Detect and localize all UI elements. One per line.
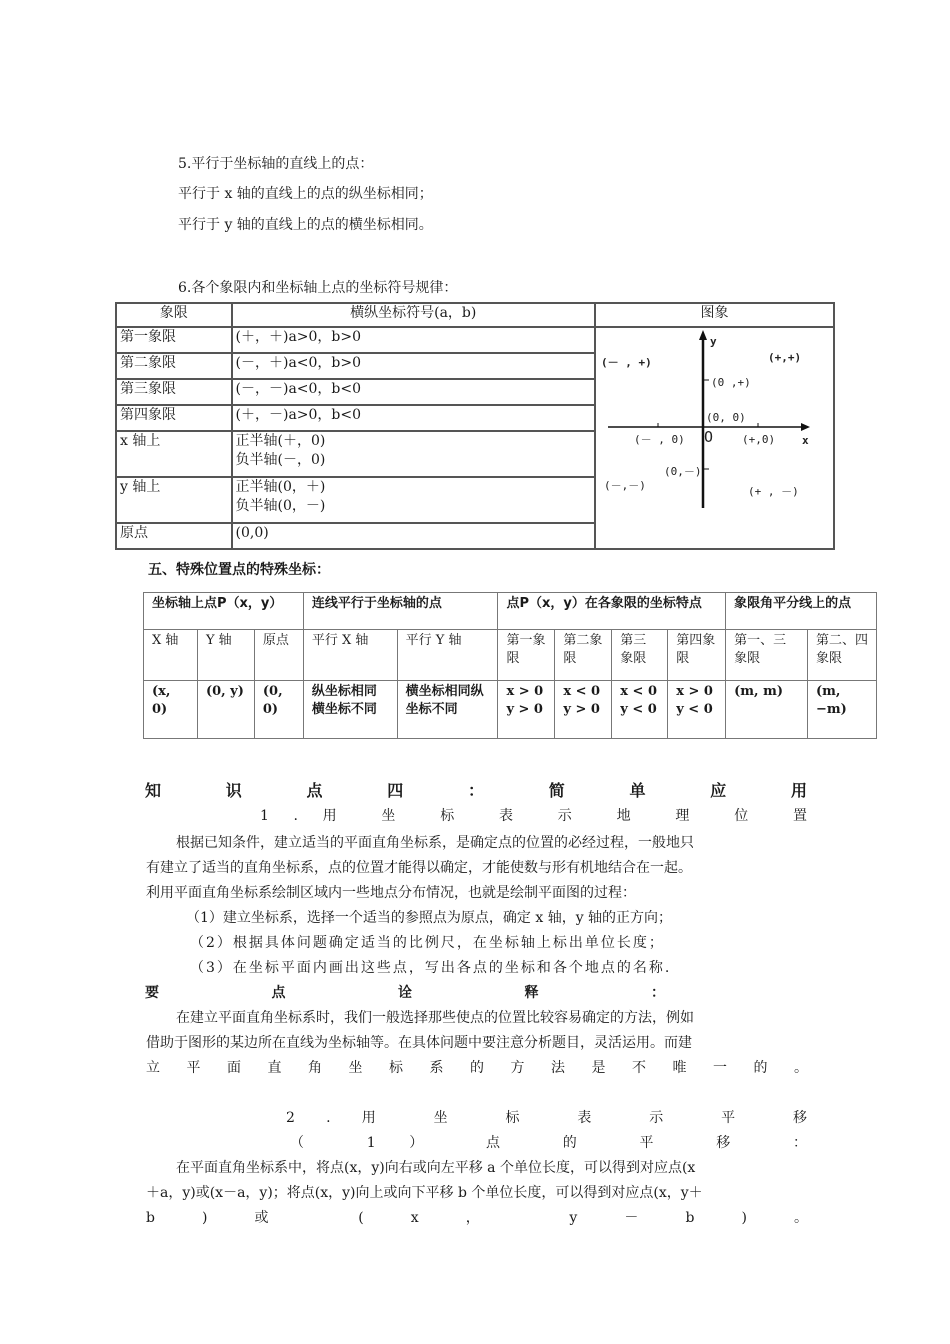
quadrant-sign-table <box>115 302 835 550</box>
knowledge4-title <box>145 781 807 801</box>
sub-header: 原点 <box>254 630 303 681</box>
pos-y-label: (0 ,+) <box>710 376 751 389</box>
sub-header: 第一、三象限 <box>726 630 808 681</box>
sub-header: 第二象限 <box>555 630 612 681</box>
knowledge4-sub2-text: 2 . 用 坐 标 表 示 平 移 <box>286 1110 807 1126</box>
sub-header: 第三象限 <box>612 630 668 681</box>
para1-line2: 有建立了适当的直角坐标系，点的位置才能得以确定，才能使数与形有机地结合在一起。 <box>146 860 692 876</box>
value-cell: x < 0 y > 0 <box>555 681 612 739</box>
header-signs: 横纵坐标符号(a，b) <box>232 303 595 327</box>
neg-y-label: (0,－) <box>663 465 702 478</box>
row-value: (＋，＋)a>0，b>0 <box>232 327 595 353</box>
row-value: 正半轴(0，＋) <box>235 479 326 496</box>
origin-label: O <box>703 428 714 446</box>
row-label: 第一象限 <box>116 327 232 353</box>
translation-line3 <box>146 1208 808 1228</box>
note-line2: 借助于图形的某边所在直线为坐标轴等。在具体问题中要注意分析题目，灵活运用。而建 <box>146 1035 692 1051</box>
row-value: (＋，－)a>0，b<0 <box>232 405 595 431</box>
row-value2: 负半轴(0，－) <box>235 498 326 515</box>
value-cell: 纵坐标相同横坐标不同 <box>303 681 397 739</box>
knowledge4-title-text: 知 识 点 四 ： 简 单 应 用 <box>145 781 807 800</box>
section6-title: 6.各个象限内和坐标轴上点的坐标符号规律： <box>178 280 458 296</box>
value-cell: (0, y) <box>197 681 254 739</box>
sub-header: X 轴 <box>144 630 198 681</box>
para1-line1: 根据已知条件，建立适当的平面直角坐标系，是确定点的位置的必经过程，一般地只 <box>176 835 694 851</box>
note-line1: 在建立平面直角坐标系时，我们一般选择那些使点的位置比较容易确定的方法，例如 <box>176 1010 694 1026</box>
row-value: 正半轴(＋，0) <box>235 433 326 450</box>
note-line3 <box>146 1058 808 1078</box>
row-label: 原点 <box>116 523 232 549</box>
translation-line1: 在平面直角坐标系中，将点(x，y)向右或向左平移 a 个单位长度，可以得到对应点(x <box>176 1160 696 1176</box>
row-value: (0,0) <box>232 523 595 549</box>
section-five-title: 五、特殊位置点的特殊坐标： <box>148 562 330 578</box>
knowledge4-sub2 <box>286 1108 807 1128</box>
value-cell: x > 0 y > 0 <box>498 681 555 739</box>
row-value: (－，－)a<0，b<0 <box>232 379 595 405</box>
note-title-text: 要 点 诠 释 ： <box>145 985 665 1001</box>
header-graph: 图象 <box>595 303 834 327</box>
value-cell: (m, −m) <box>807 681 876 739</box>
sub-header: Y 轴 <box>197 630 254 681</box>
value-cell: (0, 0) <box>254 681 303 739</box>
row-label: 第四象限 <box>116 405 232 431</box>
translation-line2: ＋a，y)或(x－a，y)；将点(x，y)向上或向下平移 b 个单位长度，可以得到对应点(x，y＋ <box>146 1185 703 1201</box>
header-quadrant: 象限 <box>116 303 232 327</box>
q3-label: (－,－) <box>603 479 646 492</box>
origin-coord-label: (0, 0) <box>705 411 746 424</box>
section5-line2: 平行于 y 轴的直线上的点的横坐标相同。 <box>178 217 433 233</box>
knowledge4-sub2-1-text: （ 1 ） 点 的 平 移 ： <box>290 1135 807 1151</box>
step3: （3）在坐标平面内画出这些点，写出各点的坐标和各个地点的名称. <box>190 960 672 976</box>
q2-label: (－ , +) <box>600 356 652 369</box>
step1: （1）建立坐标系，选择一个适当的参照点为原点，确定 x 轴，y 轴的正方向； <box>186 910 673 926</box>
translation-line3-text: b ) 或 ( x ， y － b ) 。 <box>146 1210 808 1226</box>
value-cell: x < 0 y < 0 <box>612 681 668 739</box>
q1-label: (+,+) <box>767 351 802 364</box>
special-coordinates-table <box>143 592 877 739</box>
value-cell: (x, 0) <box>144 681 198 739</box>
step2: （2）根据具体问题确定适当的比例尺，在坐标轴上标出单位长度； <box>190 935 665 951</box>
group-header-parallel: 连线平行于坐标轴的点 <box>303 593 498 630</box>
value-cell: 横坐标相同纵坐标不同 <box>397 681 498 739</box>
knowledge4-sub1-text: 1 . 用 坐 标 表 示 地 理 位 置 <box>260 808 807 824</box>
para1-line3: 利用平面直角坐标系绘制区域内一些地点分布情况，也就是绘制平面图的过程： <box>146 885 636 901</box>
section5-title: 5.平行于坐标轴的直线上的点： <box>178 156 374 172</box>
neg-x-label: (－ , 0) <box>633 433 685 446</box>
knowledge4-sub2-1 <box>290 1133 807 1153</box>
row-value-pair <box>232 431 595 477</box>
sub-header: 平行 X 轴 <box>303 630 397 681</box>
row-label: 第二象限 <box>116 353 232 379</box>
row-value-pair <box>232 477 595 523</box>
group-header-axis-points: 坐标轴上点P（x，y） <box>144 593 304 630</box>
sub-header: 平行 Y 轴 <box>397 630 498 681</box>
value-cell: (m, m) <box>726 681 808 739</box>
q4-label: (+ , －) <box>747 485 799 498</box>
row-label: y 轴上 <box>116 477 232 523</box>
row-value: (－，＋)a<0，b>0 <box>232 353 595 379</box>
sub-header: 第二、四象限 <box>807 630 876 681</box>
x-axis-label: x <box>801 434 809 447</box>
value-cell: x > 0 y < 0 <box>668 681 726 739</box>
sub-header: 第四象限 <box>668 630 726 681</box>
y-axis-label: y <box>709 335 717 348</box>
row-value2: 负半轴(－，0) <box>235 452 326 469</box>
row-label: x 轴上 <box>116 431 232 477</box>
coordinate-diagram <box>595 327 834 549</box>
section5-line1: 平行于 x 轴的直线上的点的纵坐标相同； <box>178 186 433 202</box>
group-header-bisector: 象限角平分线上的点 <box>726 593 877 630</box>
knowledge4-sub1 <box>260 806 807 826</box>
group-header-quadrants: 点P（x，y）在各象限的坐标特点 <box>498 593 726 630</box>
note-line3-text: 立 平 面 直 角 坐 标 系 的 方 法 是 不 唯 一 的 。 <box>146 1060 808 1076</box>
pos-x-label: (+,0) <box>741 433 776 446</box>
note-title <box>145 983 665 1003</box>
row-label: 第三象限 <box>116 379 232 405</box>
sub-header: 第一象限 <box>498 630 555 681</box>
